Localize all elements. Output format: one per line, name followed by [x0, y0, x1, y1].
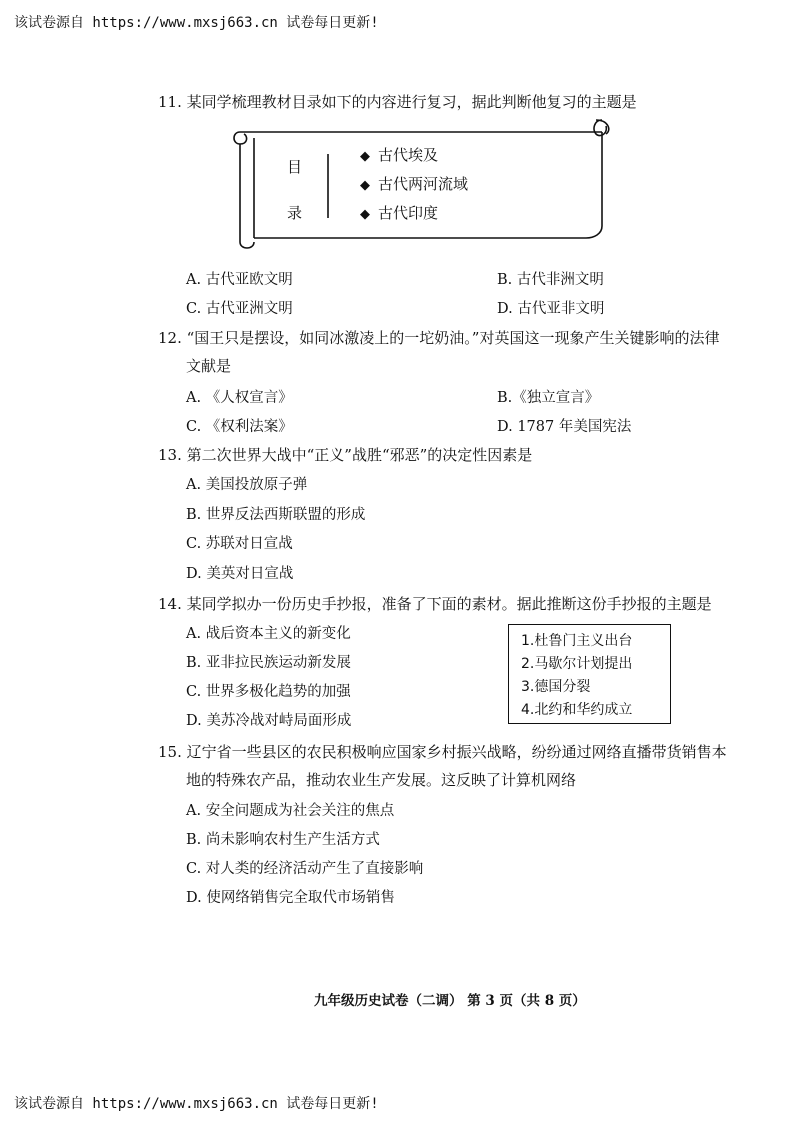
- material-item-4: 4.北约和华约成立: [521, 702, 633, 718]
- question-11-stem: 11. 某同学梳理教材目录如下的内容进行复习，据此判断他复习的主题是: [158, 93, 637, 111]
- question-15-stem-line1: 15. 辽宁省一些县区的农民积极响应国家乡村振兴战略，纷纷通过网络直播带货销售本: [158, 743, 727, 761]
- question-12-stem-line2: 文献是: [186, 357, 232, 375]
- q14-option-d[interactable]: D. 美苏冷战对峙局面形成: [186, 713, 352, 729]
- q12-option-a[interactable]: A. 《人权宣言》: [186, 390, 293, 406]
- scroll-label-top: 目: [287, 158, 303, 176]
- q13-option-c[interactable]: C. 苏联对日宣战: [186, 536, 293, 552]
- q11-option-d[interactable]: D. 古代亚非文明: [497, 301, 605, 317]
- question-12-stem-line1: 12. “国王只是摆设，如同冰激凌上的一坨奶油。”对英国这一现象产生关键影响的法律: [158, 329, 720, 347]
- material-item-3: 3.德国分裂: [521, 679, 591, 695]
- source-header: 该试卷源自 https://www.mxsj663.cn 试卷每日更新!: [14, 15, 379, 31]
- diamond-icon: ◆: [360, 178, 370, 193]
- q14-option-a[interactable]: A. 战后资本主义的新变化: [186, 626, 351, 642]
- q13-option-a[interactable]: A. 美国投放原子弹: [186, 477, 308, 493]
- question-13-stem: 13. 第二次世界大战中“正义”战胜“邪恶”的决定性因素是: [158, 446, 533, 464]
- scroll-item-1: ◆ 古代埃及: [360, 146, 439, 164]
- q11-option-a[interactable]: A. 古代亚欧文明: [186, 272, 293, 288]
- q13-option-b[interactable]: B. 世界反法西斯联盟的形成: [186, 507, 366, 523]
- q14-option-b[interactable]: B. 亚非拉民族运动新发展: [186, 655, 351, 671]
- q13-option-d[interactable]: D. 美英对日宣战: [186, 566, 294, 582]
- q15-option-c[interactable]: C. 对人类的经济活动产生了直接影响: [186, 861, 424, 877]
- q12-option-d[interactable]: D. 1787 年美国宪法: [497, 419, 632, 435]
- scroll-item-2: ◆ 古代两河流域: [360, 175, 469, 193]
- scroll-item-3: ◆ 古代印度: [360, 204, 439, 222]
- q11-option-c[interactable]: C. 古代亚洲文明: [186, 301, 293, 317]
- page-footer: 九年级历史试卷（二调） 第 3 页（共 8 页）: [314, 993, 586, 1009]
- q15-option-a[interactable]: A. 安全问题成为社会关注的焦点: [186, 803, 395, 819]
- diamond-icon: ◆: [360, 207, 370, 222]
- source-footer: 该试卷源自 https://www.mxsj663.cn 试卷每日更新!: [14, 1096, 379, 1112]
- scroll-label-bottom: 录: [287, 204, 303, 222]
- q12-option-b[interactable]: B.《独立宣言》: [497, 390, 600, 406]
- q12-option-c[interactable]: C. 《权利法案》: [186, 419, 293, 435]
- diamond-icon: ◆: [360, 149, 370, 164]
- question-15-stem-line2: 地的特殊农产品，推动农业生产发展。这反映了计算机网络: [186, 771, 577, 789]
- q11-option-b[interactable]: B. 古代非洲文明: [497, 272, 604, 288]
- material-item-2: 2.马歇尔计划提出: [521, 656, 633, 672]
- q15-option-d[interactable]: D. 使网络销售完全取代市场销售: [186, 890, 395, 906]
- material-box: [508, 624, 671, 724]
- q14-option-c[interactable]: C. 世界多极化趋势的加强: [186, 684, 351, 700]
- q15-option-b[interactable]: B. 尚未影响农村生产生活方式: [186, 832, 380, 848]
- material-item-1: 1.杜鲁门主义出台: [521, 633, 633, 649]
- question-14-stem: 14. 某同学拟办一份历史手抄报，准备了下面的素材。据此推断这份手抄报的主题是: [158, 595, 712, 613]
